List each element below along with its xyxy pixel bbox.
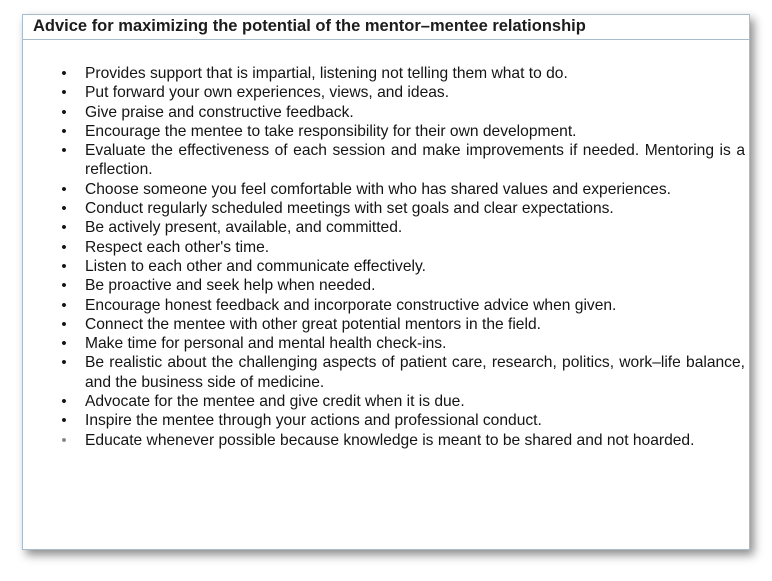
list-item-text: Choose someone you feel comfortable with who has shared values and experiences. [85, 180, 671, 198]
list-item-text: Educate whenever possible because knowledge is meant to be shared and not hoarded. [85, 431, 695, 449]
list-item-text: Be actively present, available, and committed. [85, 219, 403, 237]
bullet-icon: • [61, 238, 67, 256]
list-item-text: Evaluate the effectiveness of each session and make improvements if needed. Mentoring is a reflection. [85, 142, 745, 179]
bullet-icon: • [61, 277, 67, 295]
list-item [61, 103, 745, 122]
list-item-text: Inspire the mentee through your actions and professional conduct. [85, 412, 542, 430]
list-item-text: Connect the mentee with other great potential mentors in the field. [85, 315, 541, 333]
list-item [61, 334, 745, 353]
bullet-icon: • [61, 354, 67, 372]
list-item-text: Encourage honest feedback and incorporate constructive advice when given. [85, 296, 617, 314]
list-item [61, 353, 745, 392]
bullet-icon: • [61, 431, 67, 449]
list-item-text: Listen to each other and communicate effectively. [85, 257, 426, 275]
list-item [61, 218, 745, 237]
bullet-icon: • [61, 142, 67, 160]
advice-box [22, 14, 750, 550]
list-item-text: Advocate for the mentee and give credit when it is due. [85, 393, 465, 411]
bullet-icon: • [61, 412, 67, 430]
list-item-text: Encourage the mentee to take responsibility for their own development. [85, 122, 577, 140]
bullet-icon: • [61, 122, 67, 140]
bullet-icon: • [61, 393, 67, 411]
list-item [61, 83, 745, 102]
bullet-icon: • [61, 257, 67, 275]
bullet-icon: • [61, 335, 67, 353]
list-item [61, 315, 745, 334]
bullet-icon: • [61, 296, 67, 314]
bullet-icon: • [61, 219, 67, 237]
list-item-text: Put forward your own experiences, views, and ideas. [85, 84, 450, 102]
list-item [61, 238, 745, 257]
title-bar [23, 15, 749, 40]
bullet-icon: • [61, 200, 67, 218]
list-item-text: Provides support that is impartial, listening not telling them what to do. [85, 65, 568, 82]
bullet-icon: • [61, 65, 67, 82]
list-item [61, 141, 745, 180]
list-item-text: Respect each other's time. [85, 238, 270, 256]
list-item [61, 276, 745, 295]
list-item-text: Give praise and constructive feedback. [85, 103, 354, 121]
advice-list [61, 64, 745, 450]
list-item-text: Be realistic about the challenging aspects of patient care, research, politics, work–life balance, and the business side of medicine. [85, 354, 745, 391]
list-item [61, 392, 745, 411]
bullet-icon: • [61, 180, 67, 198]
list-item [61, 64, 745, 83]
list-item-text: Make time for personal and mental health check-ins. [85, 335, 447, 353]
list-item-text: Be proactive and seek help when needed. [85, 277, 376, 295]
list-item [61, 199, 745, 218]
list-item-text: Conduct regularly scheduled meetings with set goals and clear expectations. [85, 200, 614, 218]
list-item [61, 122, 745, 141]
bullet-icon: • [61, 103, 67, 121]
list-item [61, 411, 745, 430]
box-title: Advice for maximizing the potential of the mentor–mentee relationship [33, 17, 586, 35]
bullet-icon: • [61, 315, 67, 333]
list-item [61, 257, 745, 276]
list-item [61, 296, 745, 315]
list-item [61, 431, 745, 450]
list-item [61, 180, 745, 199]
bullet-icon: • [61, 84, 67, 102]
